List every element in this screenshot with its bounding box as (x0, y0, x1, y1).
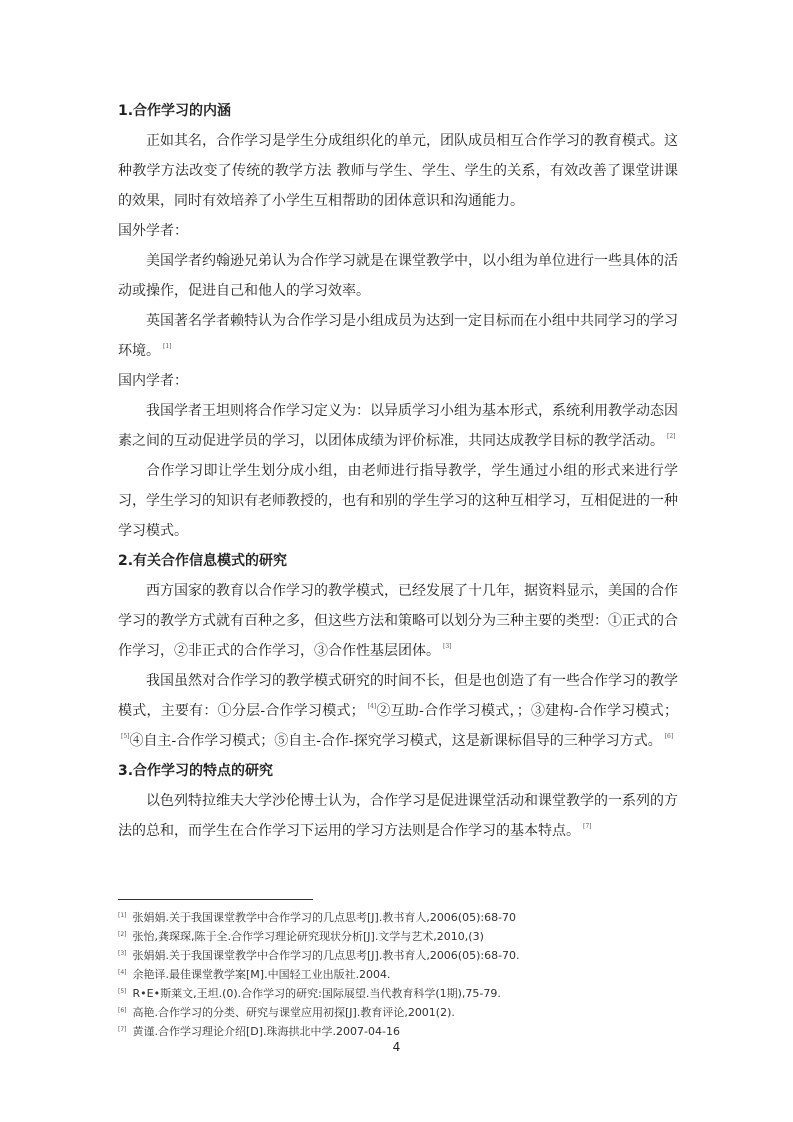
paragraph-text: 我国学者王坦则将合作学习定义为：以异质学习小组为基本形式，系统利用教学动态因素之间的互动促进学员的学习，以团体成绩为评价标准，共同达成教学目标的教学活动。 (118, 403, 678, 449)
footnote-number: [6] (118, 1007, 127, 1014)
citation-ref: [3] (443, 643, 452, 650)
citation-ref: [7] (583, 823, 592, 830)
footnote-number: [1] (118, 912, 127, 919)
footnote-text: 张娟娟.关于我国课堂教学中合作学习的几点思考[J].教书育人,2006(05):68-70 (132, 911, 517, 924)
paragraph: 合作学习即让学生划分成小组，由老师进行指导教学，学生通过小组的形式来进行学习，学生学习的知识有老师教授的，也有和别的学生学习的这种互相学习，互相促进的一种学习模式。 (118, 463, 678, 539)
citation-ref: [4] (367, 703, 377, 710)
section-heading-1: 1.合作学习的内涵 (118, 103, 232, 119)
footnote (118, 964, 678, 983)
footnote-text: 余艳译.最佳课堂教学案[M].中国轻工业出版社.2004. (132, 968, 391, 981)
footnote (118, 907, 678, 926)
footnote-text: 张怡,龚琛琛,陈于全.合作学习理论研究现状分析[J].文学与艺术,2010,(3) (132, 930, 484, 943)
domestic-scholars-label: 国内学者： (118, 373, 188, 389)
paragraph: 正如其名，合作学习是学生分成组织化的单元，团队成员相互合作学习的教育模式。这种教学方法改变了传统的教学方法 教师与学生、学生、学生的关系，有效改善了课堂讲课的效果，同时有效培养了小学生互相帮助的团体意识和沟通能力。 (118, 133, 678, 209)
footnote-divider (118, 899, 313, 900)
paragraph: 美国学者约翰逊兄弟认为合作学习就是在课堂教学中，以小组为单位进行一些具体的活动或操作，促进自己和他人的学习效率。 (118, 253, 678, 299)
footnote-text: 张娟娟.关于我国课堂教学中合作学习的几点思考[J].教书育人,2006(05):68-70. (132, 949, 520, 962)
footnotes (118, 907, 678, 1040)
citation-ref: [6] (664, 733, 674, 740)
paragraph (118, 666, 678, 756)
paragraph-text: ②互助-合作学习模式，；③建构-合作学习模式； (376, 703, 678, 719)
footnote-number: [3] (118, 950, 127, 957)
paragraph (118, 576, 678, 666)
paragraph-text: 英国著名学者赖特认为合作学习是小组成员为达到一定目标而在小组中共同学习的学习环境。 (118, 313, 678, 359)
footnote (118, 1002, 678, 1021)
paragraph (118, 786, 678, 846)
page-number: 4 (392, 1040, 401, 1054)
paragraph (118, 396, 678, 456)
paragraph-text: 我国虽然对合作学习的教学模式研究的时间不长，但是也创造了有一些合作学习的教学模式，主要有：①分层-合作学习模式； (118, 673, 678, 719)
foreign-scholars-label: 国外学者： (118, 223, 188, 239)
footnote (118, 1021, 678, 1040)
footnote-text: 黄谨.合作学习理论介绍[D].珠海拱北中学.2007-04-16 (132, 1025, 400, 1038)
citation-ref: [5] (121, 733, 130, 740)
footnote (118, 945, 678, 964)
footnote-text: 高艳.合作学习的分类、研究与课堂应用初探[J].教育评论,2001(2). (132, 1006, 455, 1019)
section-heading-3: 3.合作学习的特点的研究 (118, 763, 274, 779)
footnote-number: [4] (118, 969, 127, 976)
footnote-number: [5] (118, 988, 127, 995)
body-text (118, 96, 678, 846)
footnote (118, 983, 678, 1002)
footnote-number: [7] (118, 1026, 127, 1033)
paragraph (118, 306, 678, 366)
paragraph-text: 以色列特拉维夫大学沙伦博士认为，合作学习是促进课堂活动和课堂教学的一系列的方法的总和，而学生在合作学习下运用的学习方法则是合作学习的基本特点。 (118, 793, 678, 839)
footnote (118, 926, 678, 945)
section-heading-2: 2.有关合作信息模式的研究 (118, 553, 288, 569)
citation-ref: [2] (667, 433, 676, 440)
citation-ref: [1] (163, 343, 172, 350)
footnote-number: [2] (118, 931, 127, 938)
paragraph-text: 西方国家的教育以合作学习的教学模式，已经发展了十几年，据资料显示，美国的合作学习的教学方式就有百种之多，但这些方法和策略可以划分为三种主要的类型：①正式的合作学习，②非正式的合作学习，③合作性基层团体。 (118, 583, 678, 659)
paragraph-text: ④自主-合作学习模式；⑤自主-合作-探究学习模式，这是新课标倡导的三种学习方式。 (129, 733, 662, 749)
footnote-text: R•E•斯莱文,王坦.(0).合作学习的研究:国际展望.当代教育科学(1期),75-79. (132, 987, 501, 1000)
